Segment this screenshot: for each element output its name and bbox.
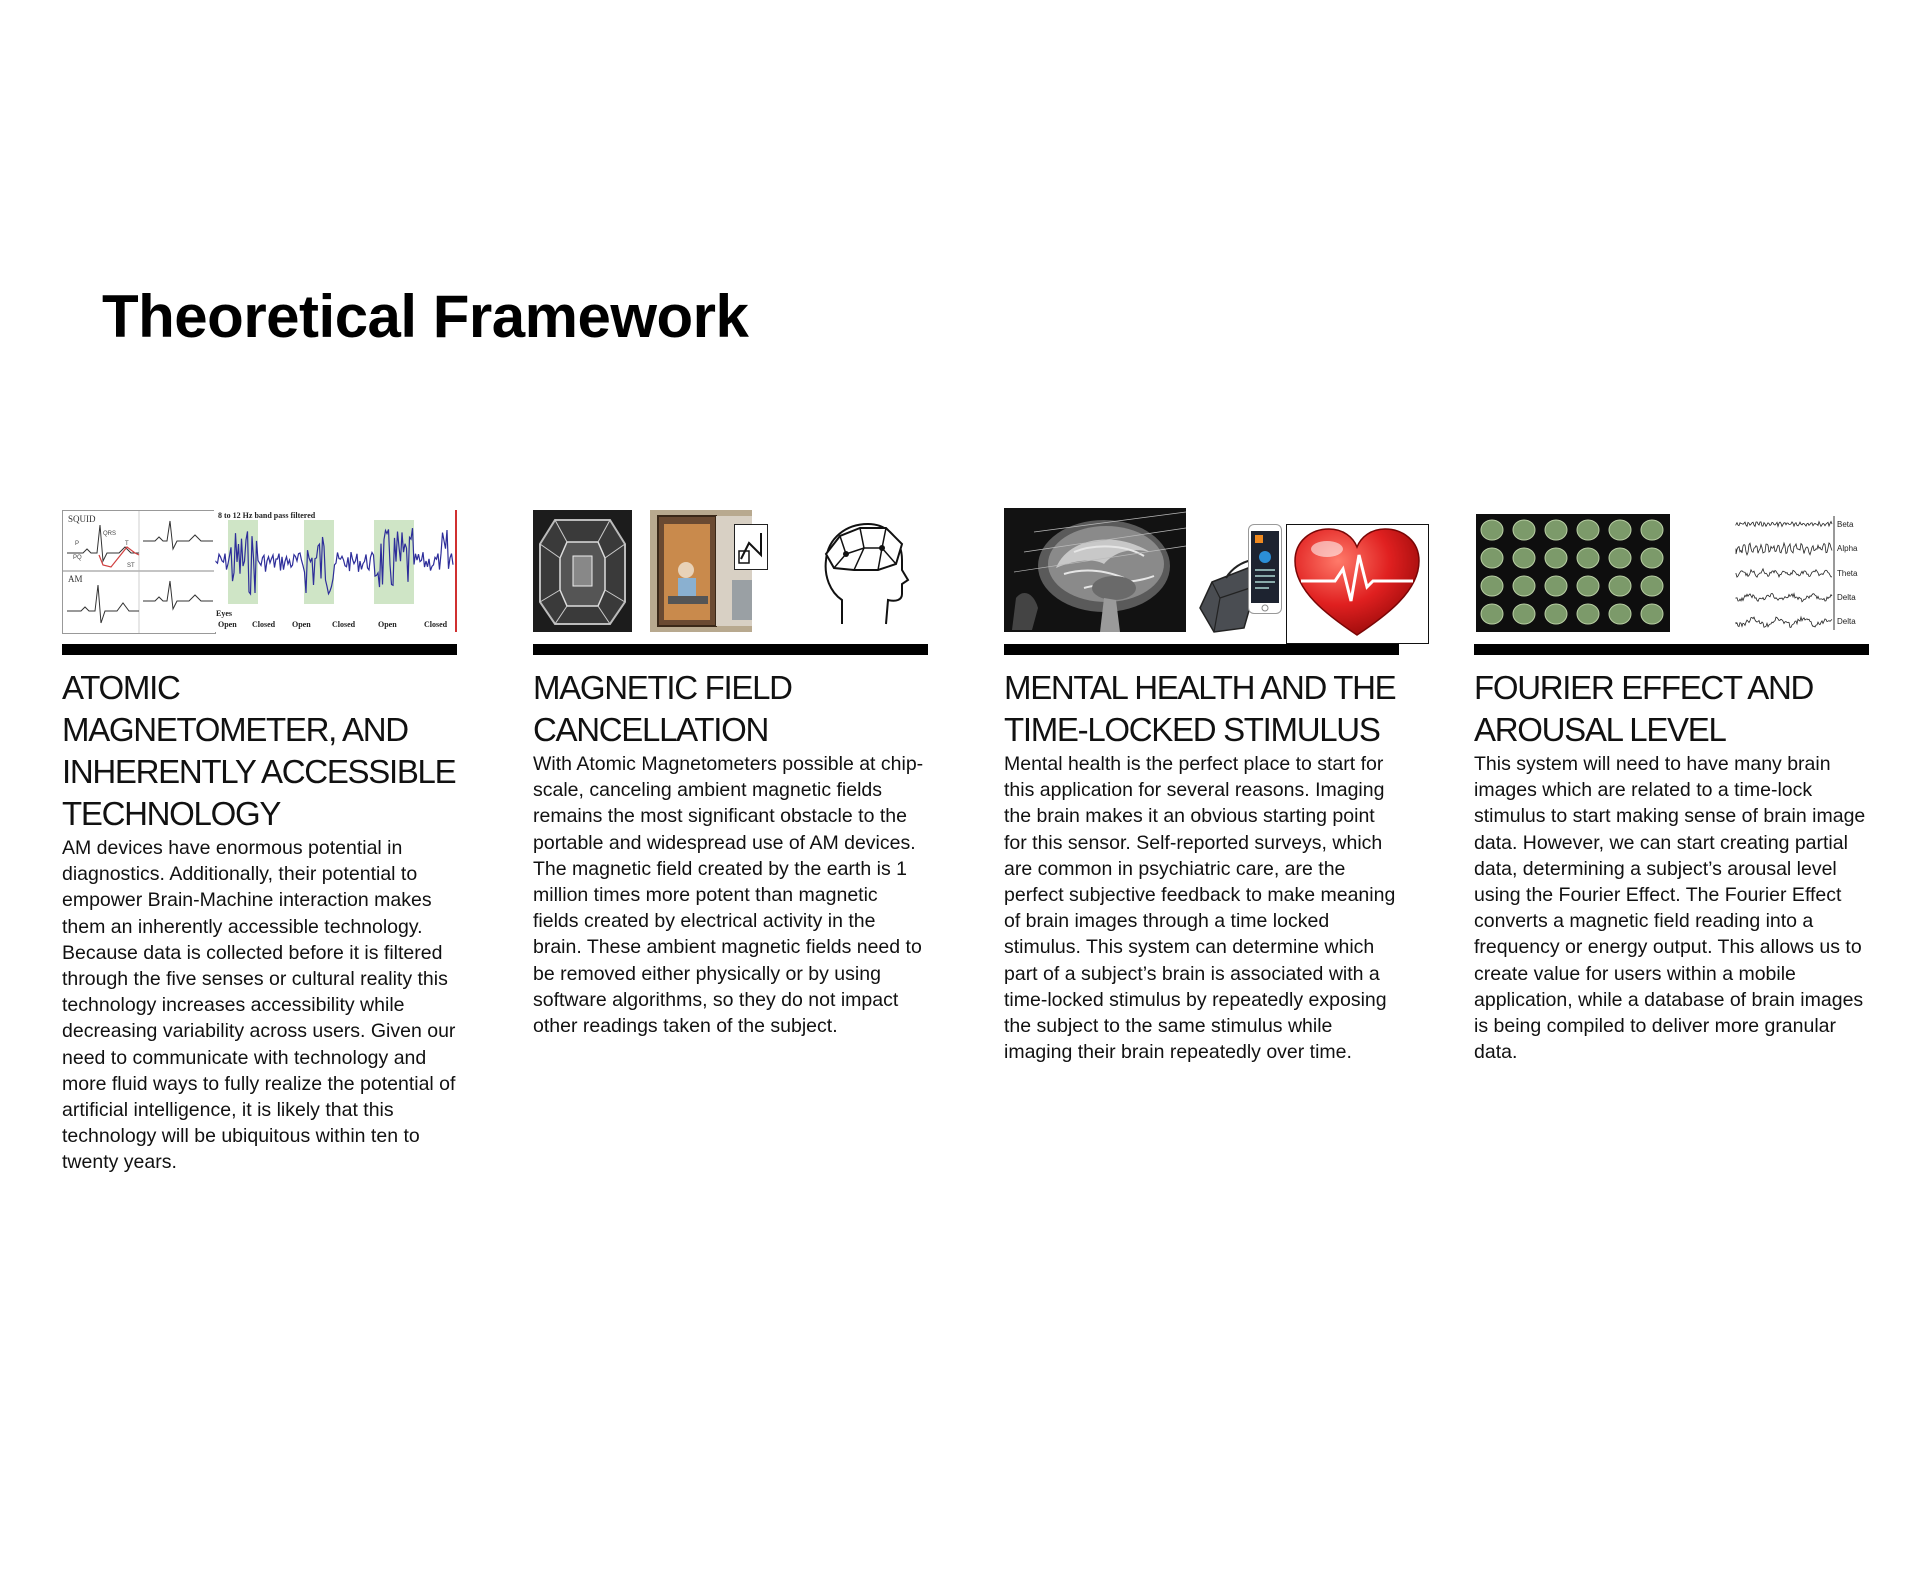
section-magnetic-field-cancellation	[533, 508, 928, 1039]
section-heading: ATOMIC MAGNETOMETER, AND INHERENTLY ACCESSIBLE TECHNOLOGY	[62, 669, 456, 832]
state-label: Open	[292, 620, 311, 629]
alpha-band-chart	[214, 510, 457, 632]
figure-eeg-comparison	[62, 508, 457, 644]
state-label: Open	[218, 620, 237, 629]
brain-thumbnail	[1609, 576, 1631, 596]
brain-thumbnail	[1513, 604, 1535, 624]
state-label: Open	[378, 620, 397, 629]
figure-fourier	[1474, 508, 1869, 644]
brain-thumbnail	[1641, 548, 1663, 568]
brain-thumbnail	[1481, 520, 1503, 540]
trace-label-t: T	[125, 541, 129, 547]
section-divider	[533, 644, 928, 655]
brainwave-bands-chart	[1734, 514, 1869, 632]
panel-label-squid: SQUID	[68, 514, 96, 524]
wave-label: Alpha	[1837, 544, 1858, 553]
brain-thumbnail	[1481, 548, 1503, 568]
panel-label-am: AM	[68, 574, 83, 584]
headset-icon	[816, 514, 910, 626]
axis-label-eyes: Eyes	[216, 609, 232, 618]
section-divider	[1004, 644, 1399, 655]
section-mental-health	[1004, 508, 1399, 1065]
section-fourier-effect	[1474, 508, 1869, 1065]
section-divider	[62, 644, 457, 655]
wave-trace	[1736, 617, 1832, 627]
section-body: With Atomic Magnetometers possible at chip-scale, canceling ambient magnetic fields remains the most significant obstacle to the portable and widespread use of AM devices. The magnetic field created by the earth is 1 million times more potent than magnetic fields created by electrical activity in the brain. These ambient magnetic fields need to be removed either physically or by using software algorithms, so they do not impact other readings taken of the subject.	[533, 753, 924, 1038]
squid-am-comparison-chart	[62, 510, 216, 634]
brain-thumbnail	[1577, 520, 1599, 540]
page-title: Theoretical Framework	[102, 283, 749, 350]
brain-thumbnail	[1641, 520, 1663, 540]
wave-label: Delta	[1837, 617, 1856, 626]
figure-shielding	[533, 508, 928, 644]
brain-thumbnail	[1609, 604, 1631, 624]
brain-thumbnail	[1609, 520, 1631, 540]
brain-image-grid	[1476, 514, 1670, 632]
section-heading: MENTAL HEALTH AND THE TIME-LOCKED STIMULUS	[1004, 669, 1396, 748]
state-label: Closed	[252, 620, 276, 629]
shielding-coil-icon	[533, 510, 632, 632]
brain-thumbnail	[1513, 548, 1535, 568]
brain-thumbnail	[1513, 520, 1535, 540]
section-heading: MAGNETIC FIELD CANCELLATION	[533, 669, 792, 748]
figure-mental-health	[1004, 508, 1399, 644]
state-label: Closed	[424, 620, 448, 629]
brain-thumbnail	[1545, 604, 1567, 624]
wave-label: Delta	[1837, 593, 1856, 602]
section-body: This system will need to have many brain images which are related to a time-lock stimulus to start making sense of brain image data. However, we can start creating partial data, determining a subject’s arousal level using the Fourier Effect. The Fourier Effect converts a magnetic field reading into a frequency or energy output. This allows us to create value for users within a mobile application, while a database of brain images is being compiled to deliver more granular data.	[1474, 753, 1866, 1064]
wave-trace	[1736, 522, 1832, 527]
brain-thumbnail	[1577, 576, 1599, 596]
brain-thumbnail	[1481, 576, 1503, 596]
wave-trace	[1736, 543, 1832, 555]
brain-thumbnail	[1481, 604, 1503, 624]
brain-scan-icon	[1004, 508, 1186, 632]
heart-pulse-icon	[1286, 524, 1429, 644]
brain-thumbnail	[1513, 576, 1535, 596]
wave-trace	[1736, 569, 1832, 577]
brain-thumbnail	[1641, 576, 1663, 596]
brain-thumbnail	[1641, 604, 1663, 624]
section-body: Mental health is the perfect place to start for this application for several reasons. Imaging the brain makes it an obvious starting point for this sensor. Self-reported surveys, which are common in psychiatric care, are the perfect subjective feedback to make meaning of brain images through a time locked stimulus. This system can determine which part of a subject’s brain is associated with a time-locked stimulus by repeatedly exposing the subject to the same stimulus while imaging their brain repeatedly over time.	[1004, 753, 1396, 1064]
brain-thumbnail	[1577, 548, 1599, 568]
section-body: AM devices have enormous potential in diagnostics. Additionally, their potential to empower Brain-Machine interaction makes them an inherently accessible technology. Because data is collected before it is filtered through the five senses or cultural reality this technology increases accessibility while decreasing variability across users. Given our need to communicate with technology and more fluid ways to fully realize the potential of artificial intelligence, it is likely that this technology will be ubiquitous within ten to twenty years.	[62, 837, 456, 1174]
section-heading: FOURIER EFFECT AND AROUSAL LEVEL	[1474, 669, 1814, 748]
wave-trace	[1736, 593, 1832, 601]
sensor-chip-icon	[734, 524, 768, 570]
trace-label-qrs: QRS	[103, 531, 117, 537]
brain-thumbnail	[1609, 548, 1631, 568]
phone-app-icon	[1248, 524, 1282, 614]
brain-thumbnail	[1545, 576, 1567, 596]
brain-thumbnail	[1545, 520, 1567, 540]
brain-thumbnail	[1577, 604, 1599, 624]
brain-thumbnail	[1545, 548, 1567, 568]
chart-title: 8 to 12 Hz band pass filtered	[218, 511, 316, 520]
wave-label: Beta	[1837, 520, 1854, 529]
section-divider	[1474, 644, 1869, 655]
trace-label-st: ST	[127, 563, 135, 569]
section-atomic-magnetometer	[62, 508, 457, 1176]
wave-label: Theta	[1837, 569, 1858, 578]
trace-label-p: P	[75, 541, 80, 547]
state-label: Closed	[332, 620, 356, 629]
trace-label-pq: PQ	[73, 555, 82, 561]
